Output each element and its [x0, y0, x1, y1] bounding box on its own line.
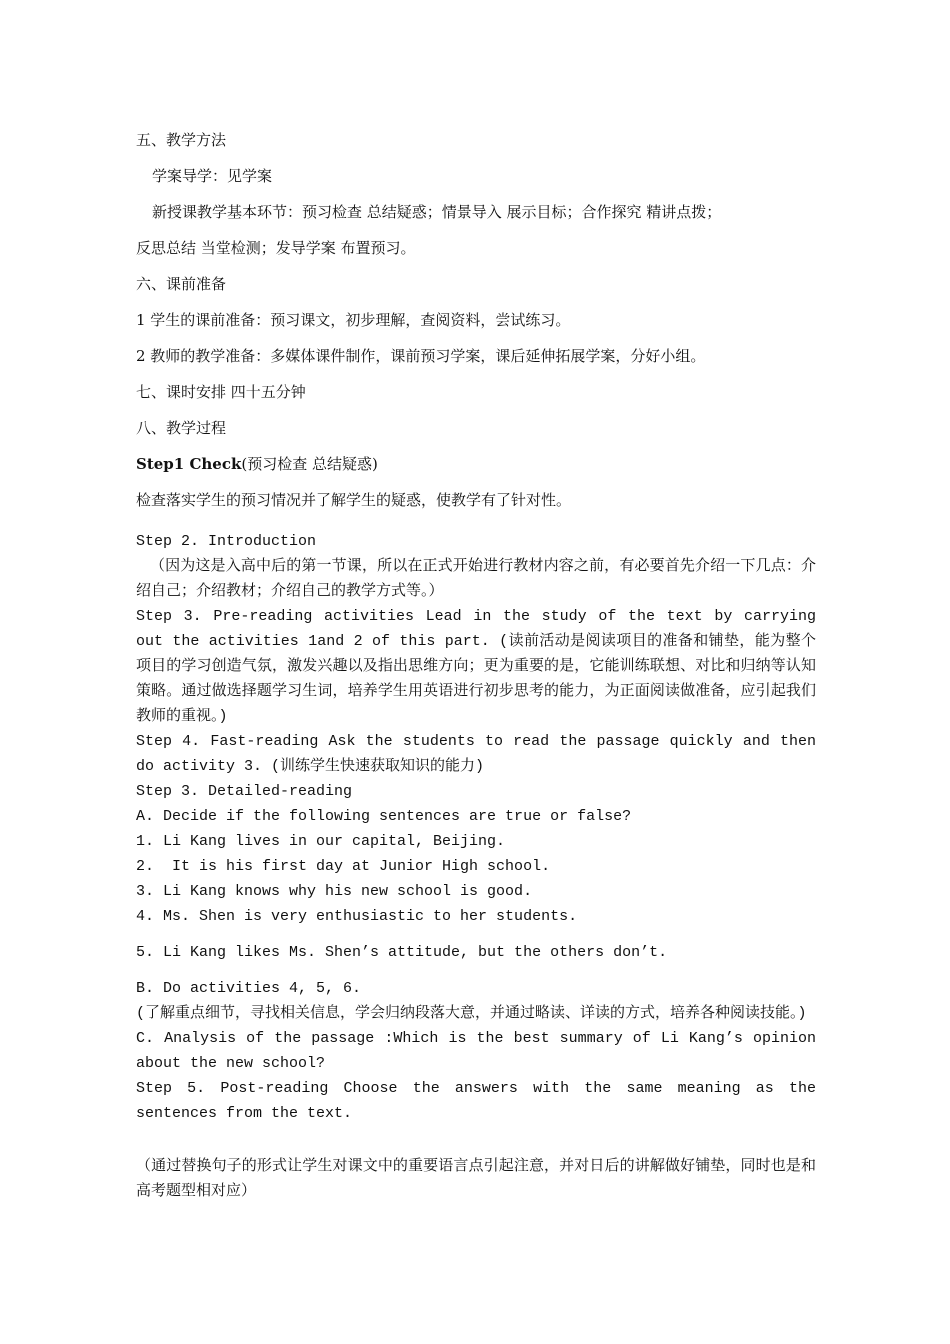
part-b-title: B. Do activities 4, 5, 6. [136, 980, 362, 997]
step1-title-cn: (预习检查 总结疑惑) [241, 455, 378, 473]
step4-fast-reading: Step 4. Fast-reading Ask the students to read the passage quickly and then do activity 3. (训练学生快速获取知识的能力) [136, 733, 816, 775]
step5-note: （通过替换句子的形式让学生对课文中的重要语言点引起注意，并对日后的讲解做好铺垫，同时也是和高考题型相对应） [136, 1158, 816, 1200]
student-prep: 1 学生的课前准备：预习课文，初步理解，查阅资料，尝试练习。 [136, 311, 571, 329]
part-a-title: A. Decide if the following sentences are true or false? [136, 808, 632, 825]
step2-title: Step 2. Introduction [136, 533, 317, 550]
step3-pre-reading: Step 3. Pre-reading activities Lead in the study of the text by carrying out the activities 1and 2 of this part. (读前活动是阅读项目的准备和铺垫，能为整个项目的学习创造气氛，激发兴趣以及指出思维方向；更为重要的是，它能训练联想、对比和归纳等认知策略。通过做选择题学习生词，培养学生用英语进行初步思考的能力，为正面阅读做准备，应引起我们教师的重视。) [136, 608, 816, 725]
part-b-note: (了解重点细节，寻找相关信息，学会归纳段落大意，并通过略读、详读的方式，培养各种阅读技能。) [136, 1005, 807, 1022]
true-false-item-5: 5. Li Kang likes Ms. Shen’s attitude, but the others don’t. [136, 944, 668, 961]
step1-heading [136, 446, 816, 482]
true-false-item-4: 4. Ms. Shen is very enthusiastic to her students. [136, 908, 578, 925]
true-false-item-1: 1. Li Kang lives in our capital, Beijing. [136, 833, 506, 850]
step1-title: Step1 Check [136, 455, 242, 473]
part-c-analysis: C. Analysis of the passage :Which is the best summary of Li Kang’s opinion about the new school? [136, 1030, 816, 1072]
section-5-title: 五、教学方法 [136, 131, 227, 149]
step1-body: 检查落实学生的预习情况并了解学生的疑惑，使教学有了针对性。 [136, 491, 572, 509]
teaching-steps-line1: 新授课教学基本环节：预习检查 总结疑惑；情景导入 展示目标；合作探究 精讲点拨； [152, 203, 722, 221]
section-8-title: 八、教学过程 [136, 419, 227, 437]
step3-detailed-title: Step 3. Detailed-reading [136, 783, 353, 800]
teacher-prep: 2 教师的教学准备：多媒体课件制作，课前预习学案，课后延伸拓展学案，分好小组。 [136, 347, 706, 365]
true-false-item-2: 2. It is his first day at Junior High school. [136, 858, 551, 875]
document-page [136, 122, 816, 1204]
true-false-item-3: 3. Li Kang knows why his new school is good. [136, 883, 533, 900]
guide-method: 学案导学：见学案 [152, 167, 273, 185]
section-7-title: 七、课时安排 四十五分钟 [136, 383, 306, 401]
step5-post-reading: Step 5. Post-reading Choose the answers with the same meaning as the sentences from the text. [136, 1080, 816, 1122]
teaching-steps-line2: 反思总结 当堂检测；发导学案 布置预习。 [136, 239, 416, 257]
step2-body: （因为这是入高中后的第一节课，所以在正式开始进行教材内容之前，有必要首先介绍一下几点：介绍自己；介绍教材；介绍自己的教学方式等。） [136, 558, 816, 600]
section-6-title: 六、课前准备 [136, 275, 227, 293]
